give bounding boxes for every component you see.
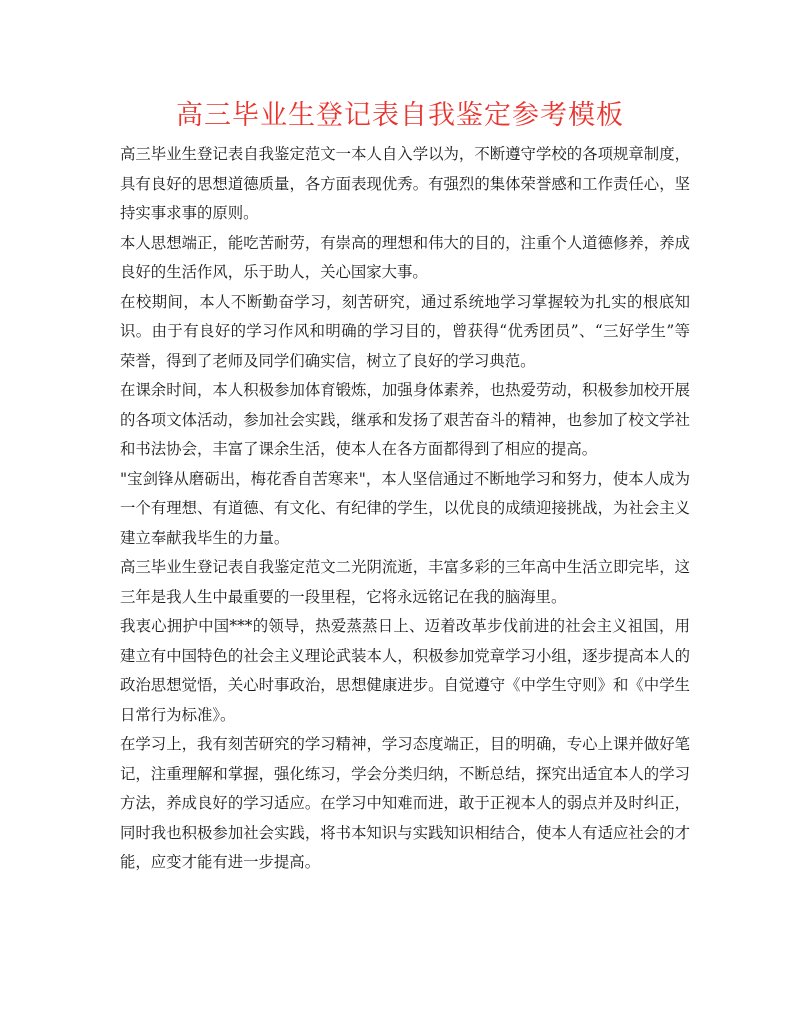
paragraph-1: 高三毕业生登记表自我鉴定范文一本人自入学以为，不断遵守学校的各项规章制度，具有良好的思想道德质量，各方面表现优秀。有强烈的集体荣誉感和工作责任心，坚持实事求事的原则。: [120, 145, 690, 222]
paragraph-2: 本人思想端正，能吃苦耐劳，有崇高的理想和伟大的目的，注重个人道德修养，养成良好的生活作风，乐于助人，关心国家大事。: [120, 233, 690, 281]
paragraph-7: 我衷心拥护中国***的领导，热爱蒸蒸日上、迈着改革步伐前进的社会主义祖国，用建立有中国特色的社会主义理论武装本人，积极参加党章学习小组，逐步提高本人的政治思想觉悟，关心时事政治，思想健康进步。自觉遵守《中学生守则》和《中学生日常行为标准》。: [120, 617, 690, 724]
document-body: [120, 140, 690, 878]
paragraph-5: "宝剑锋从磨砺出，梅花香自苦寒来"，本人坚信通过不断地学习和努力，使本人成为一个有理想、有道德、有文化、有纪律的学生，以优良的成绩迎接挑战，为社会主义建立奉献我毕生的力量。: [120, 469, 690, 547]
page-title: 高三毕业生登记表自我鉴定参考模板: [176, 100, 624, 131]
paragraph-4: 在课余时间，本人积极参加体育锻炼，加强身体素养，也热爱劳动，积极参加校开展的各项文体活动，参加社会实践，继承和发扬了艰苦奋斗的精神，也参加了校文学社和书法协会，丰富了课余生活，使本人在各方面都得到了相应的提高。: [120, 381, 690, 458]
paragraph-6: 高三毕业生登记表自我鉴定范文二光阴流逝，丰富多彩的三年高中生活立即完毕，这三年是我人生中最重要的一段里程，它将永远铭记在我的脑海里。: [120, 558, 690, 606]
paragraph-3: 在校期间，本人不断勤奋学习，刻苦研究，通过系统地学习掌握较为扎实的根底知识。由于有良好的学习作风和明确的学习目的，曾获得“优秀团员”、“三好学生”等荣誉，得到了老师及同学们确实信，树立了良好的学习典范。: [120, 292, 690, 370]
paragraph-8: 在学习上，我有刻苦研究的学习精神，学习态度端正，目的明确，专心上课并做好笔记，注重理解和掌握，强化练习，学会分类归纳，不断总结，探究出适宜本人的学习方法，养成良好的学习适应。在学习中知难而进，敢于正视本人的弱点并及时纠正，同时我也积极参加社会实践，将书本知识与实践知识相结合，使本人有适应社会的才能，应变才能有进一步提高。: [120, 735, 690, 871]
